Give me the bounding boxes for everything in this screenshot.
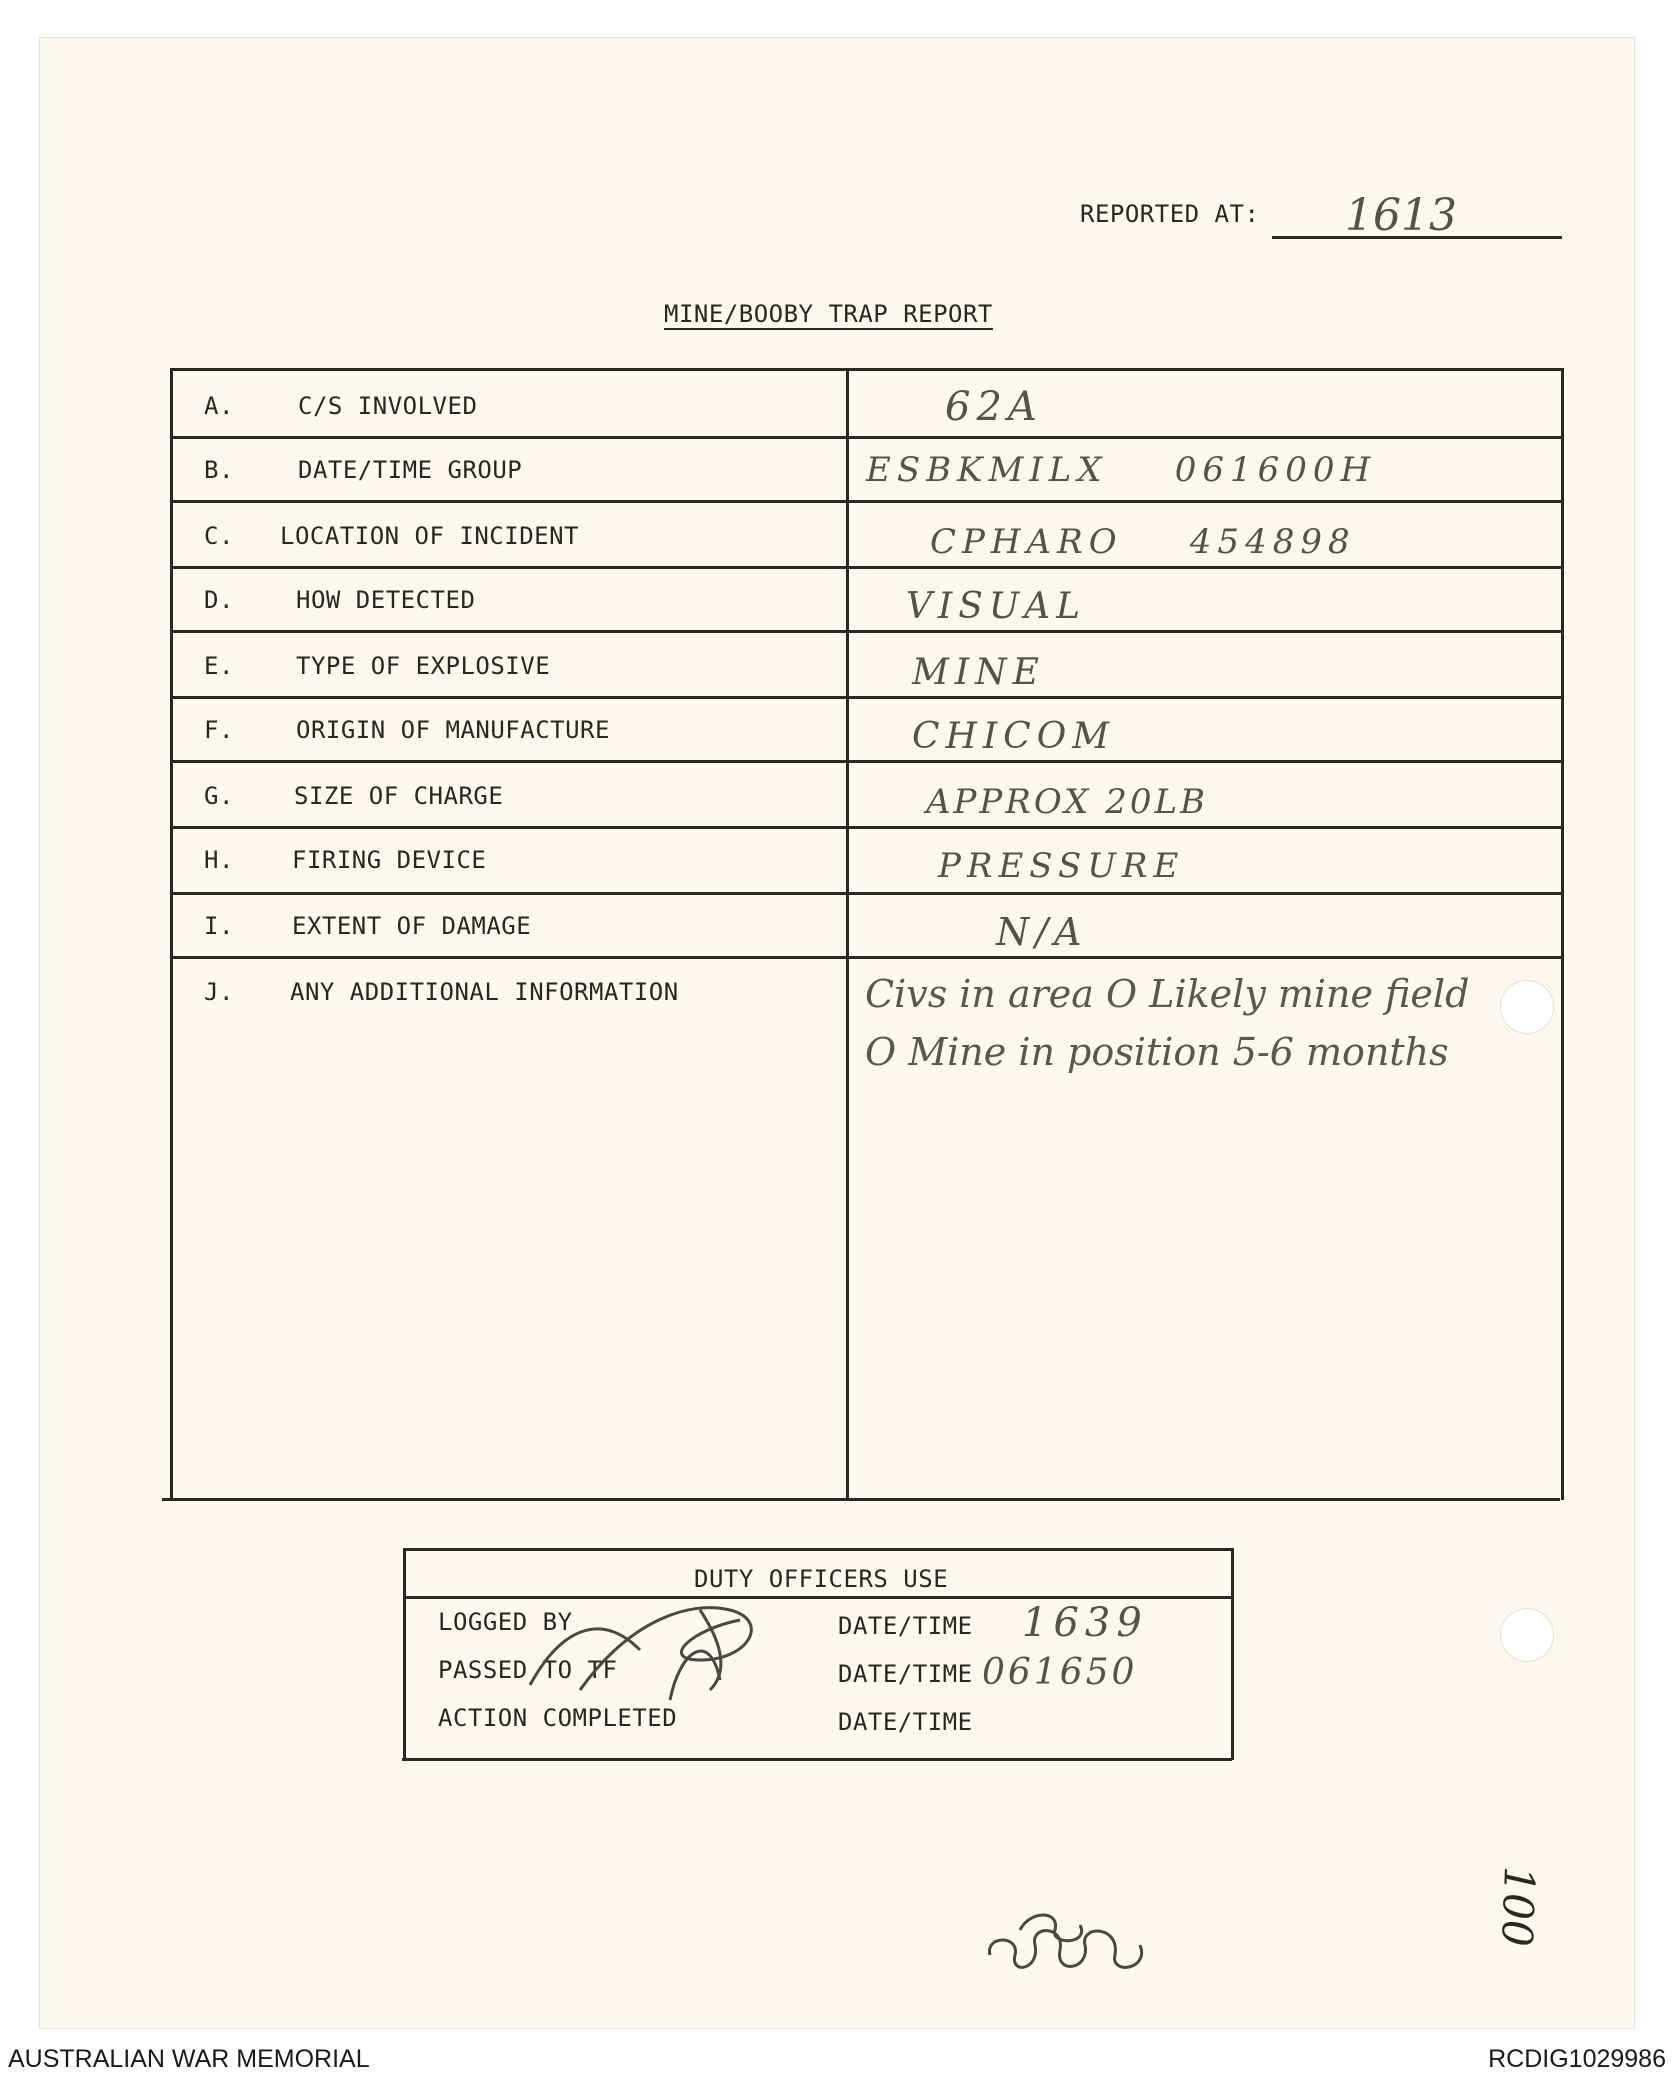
row-label: TYPE OF EXPLOSIVE: [296, 652, 551, 680]
row-label: C/S INVOLVED: [298, 392, 478, 420]
passed-time-value: 061650: [982, 1652, 1138, 1693]
row-label: DATE/TIME GROUP: [298, 456, 523, 484]
row-divider: [172, 566, 1562, 569]
reported-at-label: REPORTED AT:: [1080, 200, 1260, 228]
initials-scribble: [980, 1900, 1170, 1980]
row-letter: E.: [204, 652, 234, 680]
row-letter: G.: [204, 782, 234, 810]
row-value: APPROX 20LB: [926, 782, 1209, 822]
additional-info-note: Civs in area O Likely mine field O Mine in position 5-6 months: [865, 972, 1470, 1074]
table-left-border: [170, 368, 173, 1500]
punch-hole: [1500, 980, 1554, 1034]
report-title: MINE/BOOBY TRAP REPORT: [664, 300, 993, 328]
passed-datetime-label: DATE/TIME: [838, 1660, 973, 1688]
row-divider: [172, 956, 1562, 959]
row-value: MINE: [912, 652, 1045, 693]
page-number: 100: [1492, 1865, 1544, 1948]
row-letter: A.: [204, 392, 234, 420]
row-letter: H.: [204, 846, 234, 874]
punch-hole: [1500, 1608, 1554, 1662]
row-value: ESBKMILX 061600H: [866, 450, 1377, 490]
row-letter: D.: [204, 586, 234, 614]
logged-time-value: 1639: [1022, 1600, 1148, 1646]
row-value: VISUAL: [906, 586, 1087, 627]
table-bottom-border: [162, 1498, 1560, 1501]
row-divider: [172, 760, 1562, 763]
action-completed-label: ACTION COMPLETED: [438, 1704, 678, 1732]
row-divider: [172, 436, 1562, 439]
table-right-border: [1561, 368, 1564, 1500]
row-divider: [172, 892, 1562, 895]
row-divider: [172, 630, 1562, 633]
row-value: CHICOM: [912, 716, 1116, 757]
duty-title: DUTY OFFICERS USE: [694, 1565, 949, 1593]
duty-bottom-border: [402, 1758, 1232, 1761]
row-value: PRESSURE: [938, 846, 1185, 886]
row-value: N/A: [996, 910, 1088, 954]
row-label: EXTENT OF DAMAGE: [292, 912, 532, 940]
row-divider: [172, 500, 1562, 503]
row-divider: [172, 826, 1562, 829]
row-letter: B.: [204, 456, 234, 484]
duty-right-border: [1231, 1548, 1234, 1760]
row-label: ANY ADDITIONAL INFORMATION: [290, 978, 679, 1006]
reported-at-value: 1613: [1345, 190, 1457, 241]
footer-reference: RCDIG1029986: [1488, 2045, 1666, 2073]
passed-to-label: PASSED TO TF: [438, 1656, 618, 1684]
row-label: LOCATION OF INCIDENT: [280, 522, 579, 550]
footer-institution: AUSTRALIAN WAR MEMORIAL: [8, 2045, 370, 2073]
row-label: HOW DETECTED: [296, 586, 476, 614]
row-label: ORIGIN OF MANUFACTURE: [296, 716, 610, 744]
duty-top-border: [404, 1548, 1234, 1551]
row-letter: F.: [204, 716, 234, 744]
row-label: SIZE OF CHARGE: [294, 782, 504, 810]
table-top-border: [172, 368, 1564, 371]
duty-left-border: [403, 1548, 406, 1760]
signature-scribble: [520, 1590, 810, 1710]
action-datetime-label: DATE/TIME: [838, 1708, 973, 1736]
row-value: CPHARO 454898: [930, 522, 1356, 562]
row-label: FIRING DEVICE: [292, 846, 487, 874]
logged-datetime-label: DATE/TIME: [838, 1612, 973, 1640]
table-center-divider: [846, 368, 849, 1500]
row-value: 62A: [945, 384, 1043, 430]
logged-by-label: LOGGED BY: [438, 1608, 573, 1636]
row-letter: J.: [204, 978, 234, 1006]
row-letter: C.: [204, 522, 234, 550]
row-letter: I.: [204, 912, 234, 940]
row-divider: [172, 696, 1562, 699]
